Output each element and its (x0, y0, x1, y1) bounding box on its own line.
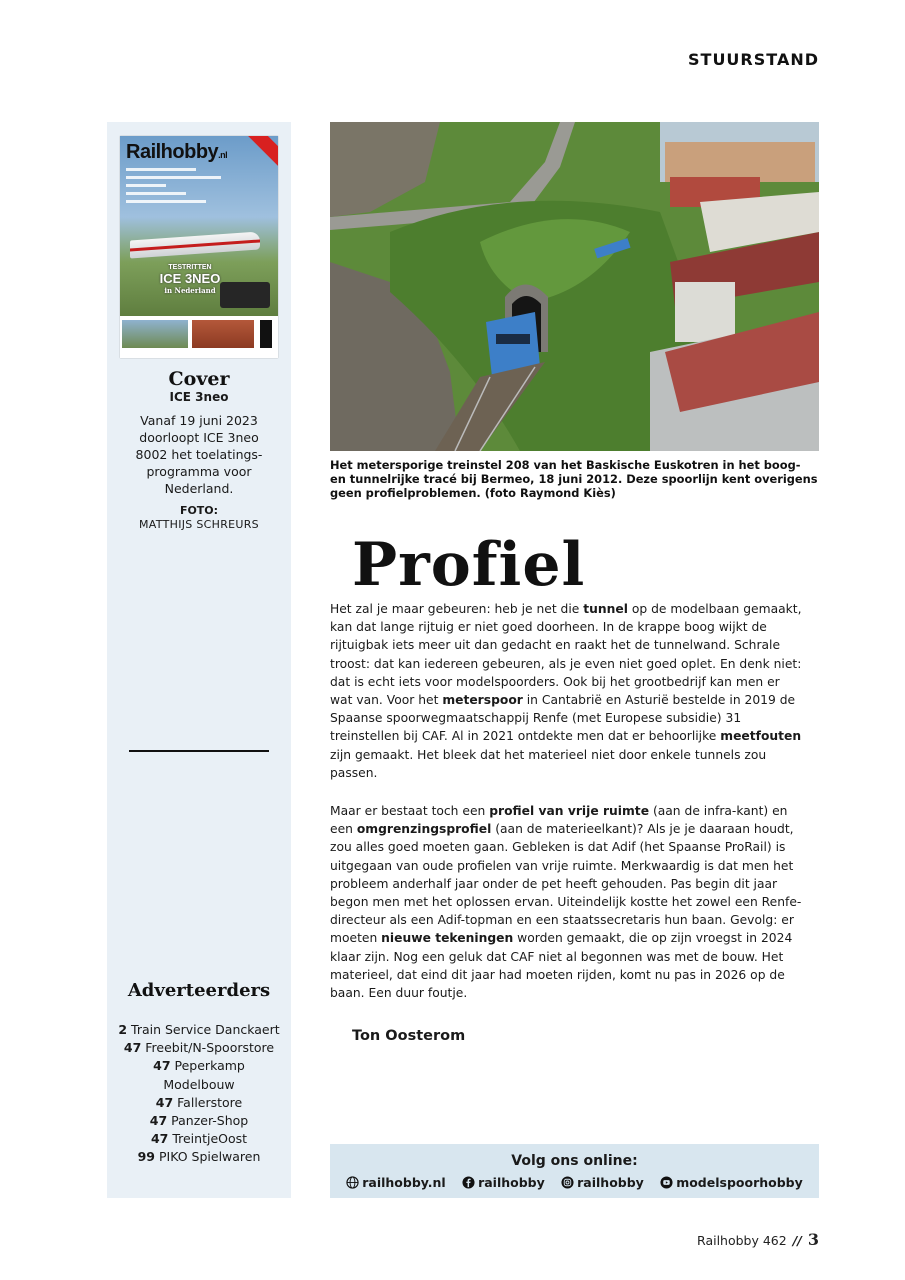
footer-separator: // (792, 1233, 802, 1248)
instagram-icon (561, 1176, 574, 1189)
youtube-icon (660, 1176, 673, 1189)
foto-label: FOTO: (179, 504, 219, 517)
follow-title: Volg ons online: (511, 1153, 638, 1169)
section-title: STUURSTAND (688, 50, 819, 69)
advertiser-item: 47 Peperkamp Modelbouw (153, 1058, 245, 1092)
advertiser-item: 2 Train Service Danckaert (118, 1022, 280, 1037)
page-footer (697, 1230, 819, 1249)
cover-headline-sub: in Nederland (164, 286, 216, 295)
advertisers-heading: Adverteerders (127, 980, 271, 1001)
link-youtube[interactable]: modelspoorhobby (660, 1175, 803, 1190)
advertiser-item: 47 Fallerstore (155, 1094, 243, 1110)
cover-logo-suffix: .nl (218, 150, 228, 160)
cover-image[interactable] (120, 136, 278, 358)
cover-steam-loco (220, 282, 270, 308)
link-instagram[interactable]: railhobby (561, 1175, 644, 1190)
sidebar-divider (129, 750, 269, 752)
link-facebook[interactable]: railhobby (462, 1175, 545, 1190)
facebook-icon (462, 1176, 475, 1189)
advertiser-item: 47 Panzer-Shop (149, 1113, 249, 1129)
follow-links (330, 1175, 819, 1190)
article-title: Profiel (352, 530, 586, 600)
cover-main-photo (120, 136, 278, 316)
cover-thumb-trains (122, 320, 188, 348)
cover-subheading: ICE 3neo (169, 390, 229, 404)
footer-magazine: Railhobby 462 (697, 1233, 787, 1248)
follow-online-box (330, 1144, 819, 1198)
cover-heading: Cover (168, 368, 230, 390)
cover-corner-badge (248, 136, 278, 168)
advertiser-item: 47 Freebit/N-Spoorstore (123, 1040, 275, 1056)
article-photo (330, 122, 819, 451)
link-website[interactable]: railhobby.nl (346, 1175, 445, 1190)
article-author: Ton Oosterom (352, 1028, 466, 1044)
article-paragraph-1: Het zal je maar gebeuren: heb je net die tunnel op de modelbaan gemaakt, kan dat lange rijtuig er niet goed doorheen. In de krappe boog wijkt de rijtuigbak iets meer uit dan gedacht en raakt het de tunnelwand. Schrale troost: dat kan iedereen gebeuren, als je even niet goed oplet. En denk niet: dat is echt iets voor modelspoorders. Ook bij het grootbedrijf kan men er wat van. Voor het meterspoor in Cantabrië en Asturië bestelde in 2019 de Spaanse spoorwegmaatschappij Renfe (met Europese subsidie) 31 treinstellen bij CAF. Al in 2021 ontdekte men dat er behoorlijke meetfouten zijn gemaakt. Het bleek dat het materieel niet door enkele tunnels zou passen. (330, 602, 802, 780)
article-paragraph-2: Maar er bestaat toch een profiel van vrije ruimte (aan de infra-kant) en een omgrenzingsprofiel (aan de materieelkant)? Als je je daaraan houdt, zou alles goed moeten gaan. Gebleken is dat Adif (het Spaanse ProRail) is uitgegaan van oude profielen van vrije ruimte. Merkwaardig is dat men het probleem anderhalf jaar onder de pet heeft gehouden. Pas begin dit jaar begon men met het oplossen ervan. Uiteindelijk kostte het zowel een Renfe-directeur als een Adif-topman en een staatssecretaris hun baan. Gevolg: er moeten nieuwe tekeningen worden gemaakt, die op zijn vroegst in 2024 klaar zijn. Nog een geluk dat CAF niet al begonnen was met de bouw. Het materieel, dat eind dit jaar had moeten rijden, komt nu pas in 2026 op de baan. Een duur foutje. (330, 804, 802, 1001)
globe-icon (346, 1176, 359, 1189)
photo-caption: Het metersporige treinstel 208 van het Baskische Euskotren in het boog- en tunnelrijke tracé bij Bermeo, 18 juni 2012. Deze spoorlijn kent overigens geen profielproblemen. (foto Raymond Kiès) (330, 458, 818, 500)
cover-thumb-barcode (260, 320, 272, 348)
advertiser-item: 47 TreintjeOost (150, 1131, 248, 1147)
cover-teaser-lines (126, 168, 221, 208)
cover-description: Vanaf 19 juni 2023 doorloopt ICE 3neo 8002 het toelatings-programma voor Nederland. (135, 413, 263, 496)
foto-credit: MATTHIJS SCHREURS (139, 518, 259, 531)
cover-headline-small: TESTRITTEN (168, 264, 212, 271)
cover-headline-main: ICE 3NEO (159, 271, 221, 286)
cover-logo (126, 141, 227, 164)
cover-thumb-station (192, 320, 254, 348)
cover-thumbnails (122, 320, 276, 354)
sidebar (107, 122, 291, 1198)
cover-train (130, 231, 260, 258)
page-number: 3 (807, 1230, 819, 1249)
cover-logo-text: Railhobby (126, 141, 219, 163)
advertisers-list (107, 1021, 291, 1167)
advertiser-item: 99 PIKO Spielwaren (137, 1149, 261, 1165)
